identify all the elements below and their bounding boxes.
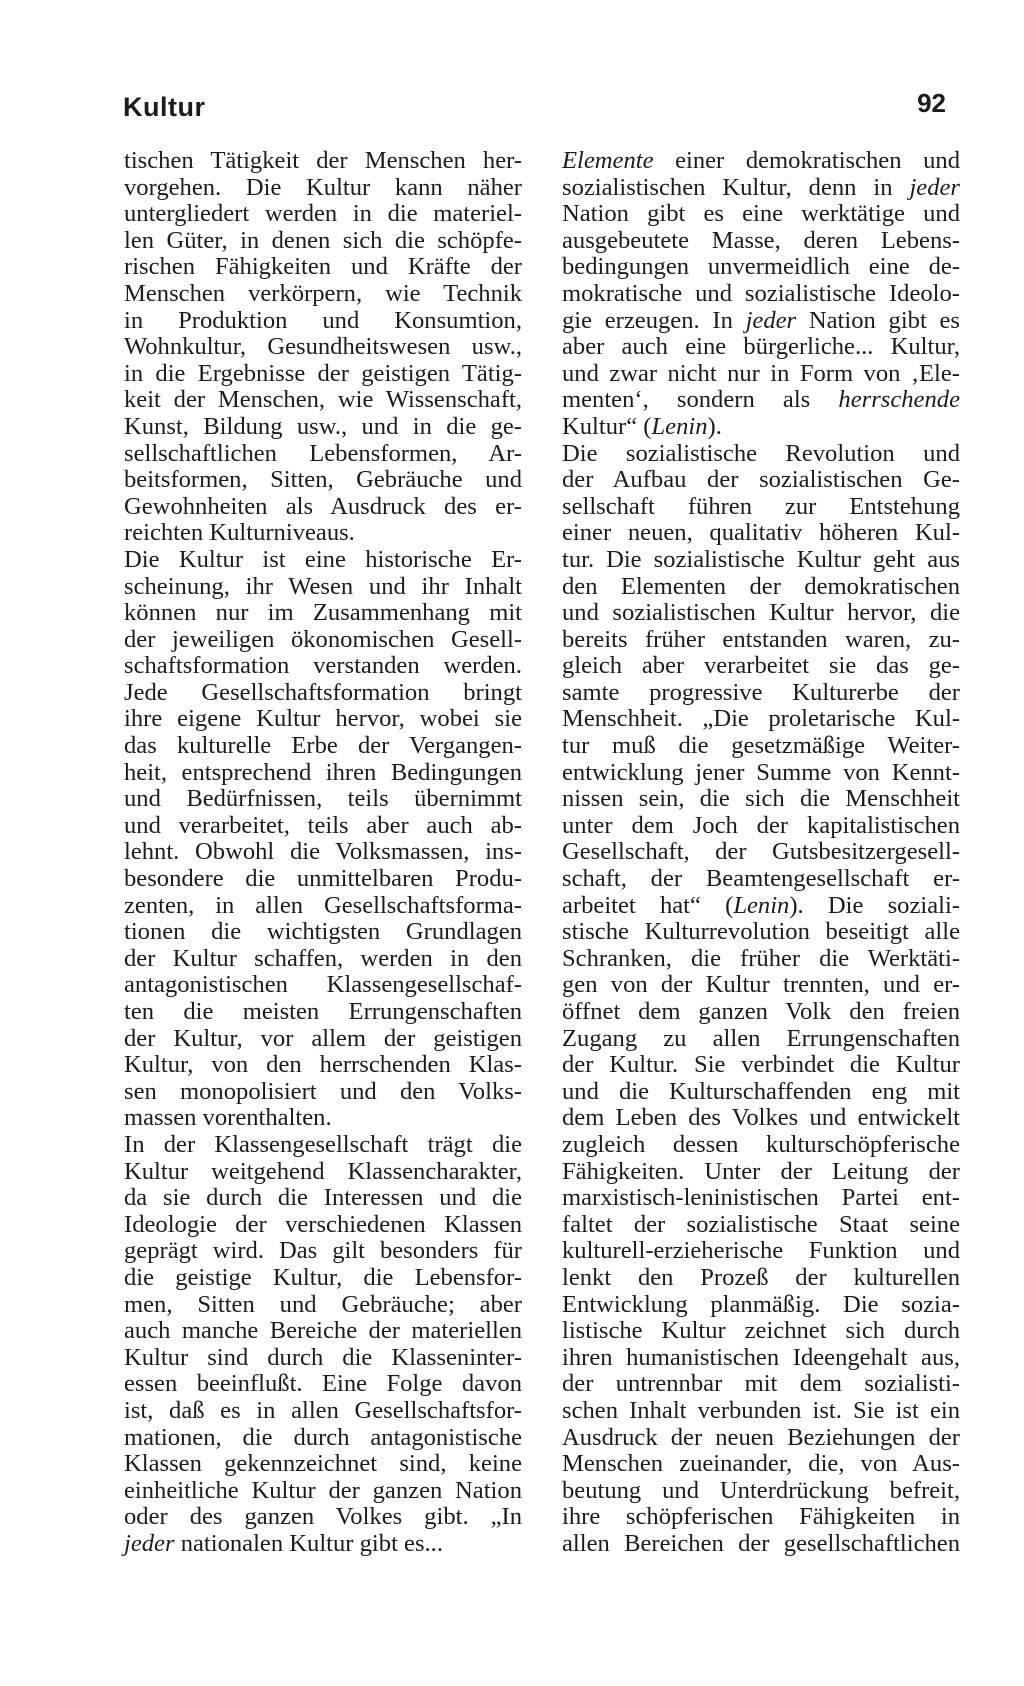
text-line bbox=[124, 520, 522, 547]
italic-text: jeder bbox=[909, 173, 960, 201]
text-run: unter dem Joch der kapitalistischen bbox=[562, 811, 960, 839]
text-line bbox=[562, 1451, 960, 1478]
text-run: und die Kulturschaffenden eng mit bbox=[562, 1077, 960, 1105]
text-line bbox=[124, 254, 522, 281]
text-run: nationalen Kultur gibt es... bbox=[174, 1529, 443, 1557]
text-run: der Kultur. Sie verbindet die Kultur bbox=[562, 1051, 960, 1079]
text-line bbox=[124, 946, 522, 973]
text-line bbox=[124, 1265, 522, 1292]
text-run: sellschaftlichen Lebensformen, Ar- bbox=[124, 439, 522, 467]
text-line bbox=[124, 893, 522, 920]
text-line bbox=[562, 866, 960, 893]
text-line bbox=[562, 1345, 960, 1372]
text-line bbox=[562, 308, 960, 335]
text-run: Die sozialistische Revolution und bbox=[562, 439, 960, 467]
text-line bbox=[124, 839, 522, 866]
text-line bbox=[124, 706, 522, 733]
text-run: in die Ergebnisse der geistigen Tätig- bbox=[124, 359, 522, 387]
text-line bbox=[562, 760, 960, 787]
text-run: ist, daß es in allen Gesellschaftsfor- bbox=[124, 1396, 522, 1424]
text-run: sozialistischen Kultur, denn in bbox=[562, 173, 910, 201]
text-line bbox=[562, 467, 960, 494]
text-line bbox=[562, 653, 960, 680]
text-run: besondere die unmittelbaren Produ- bbox=[124, 865, 522, 893]
text-run: Entwicklung planmäßig. Die sozia- bbox=[562, 1290, 960, 1318]
text-line bbox=[124, 228, 522, 255]
text-line bbox=[124, 600, 522, 627]
text-run: essen beeinflußt. Eine Folge davon bbox=[124, 1370, 522, 1398]
text-line bbox=[562, 361, 960, 388]
text-run: schaft, der Beamtengesellschaft er- bbox=[562, 865, 960, 893]
text-run: Nation gibt es bbox=[796, 306, 960, 334]
text-run: und Bedürfnissen, teils übernimmt bbox=[124, 785, 522, 813]
text-run: tischen Tätigkeit der Menschen her- bbox=[124, 147, 522, 174]
italic-text: Elemente bbox=[562, 147, 654, 174]
text-run: Kultur“ ( bbox=[562, 412, 652, 440]
text-line bbox=[562, 946, 960, 973]
text-line bbox=[124, 494, 522, 521]
text-run: tur. Die sozialistische Kultur geht aus bbox=[562, 545, 960, 573]
text-line bbox=[124, 1345, 522, 1372]
text-line bbox=[562, 1212, 960, 1239]
text-line bbox=[562, 1238, 960, 1265]
text-line bbox=[124, 148, 522, 175]
text-run: marxistisch-leninistischen Partei ent- bbox=[562, 1184, 960, 1212]
text-line bbox=[562, 414, 960, 441]
text-run: der Kultur schaffen, werden in den bbox=[124, 944, 522, 972]
text-run: Kultur, von den herrschenden Klas- bbox=[124, 1051, 522, 1079]
text-column-left bbox=[124, 148, 522, 1557]
text-line bbox=[562, 1318, 960, 1345]
text-run: Die Kultur ist eine historische Er- bbox=[124, 545, 522, 573]
text-run: einheitliche Kultur der ganzen Nation bbox=[124, 1476, 522, 1504]
text-run: Ideologie der verschiedenen Klassen bbox=[124, 1210, 522, 1238]
text-run: ). Die soziali- bbox=[789, 891, 960, 919]
text-line bbox=[124, 919, 522, 946]
text-line bbox=[562, 1052, 960, 1079]
italic-text: herrschende bbox=[838, 386, 960, 414]
text-line bbox=[124, 627, 522, 654]
text-line bbox=[124, 680, 522, 707]
text-run: keit der Menschen, wie Wissenschaft, bbox=[124, 386, 522, 414]
text-run: samte progressive Kulturerbe der bbox=[562, 678, 960, 706]
text-line bbox=[124, 308, 522, 335]
text-run: können nur im Zusammenhang mit bbox=[124, 599, 522, 627]
text-line bbox=[124, 334, 522, 361]
text-run: Gesellschaft, der Gutsbesitzergesell- bbox=[562, 838, 960, 866]
italic-text: jeder bbox=[124, 1529, 175, 1557]
text-run: da sie durch die Interessen und die bbox=[124, 1184, 522, 1212]
text-run: faltet der sozialistische Staat seine bbox=[562, 1210, 960, 1238]
text-run: nissen sein, die sich die Menschheit bbox=[562, 785, 960, 813]
text-line bbox=[562, 786, 960, 813]
text-run: zenten, in allen Gesellschaftsforma- bbox=[124, 891, 522, 919]
text-line bbox=[124, 653, 522, 680]
text-line bbox=[562, 1105, 960, 1132]
text-line bbox=[124, 175, 522, 202]
text-run: oder des ganzen Volkes gibt. „In bbox=[124, 1503, 522, 1531]
text-run: der Kultur, vor allem der geistigen bbox=[124, 1024, 522, 1052]
text-run: Wohnkultur, Gesundheitswesen usw., bbox=[124, 333, 522, 361]
text-run: sen monopolisiert und den Volks- bbox=[124, 1077, 522, 1105]
text-line bbox=[562, 813, 960, 840]
text-line bbox=[562, 1371, 960, 1398]
text-line bbox=[124, 1318, 522, 1345]
text-line bbox=[562, 972, 960, 999]
text-run: und zwar nicht nur in Form von ‚Ele- bbox=[562, 359, 960, 387]
text-line bbox=[124, 1026, 522, 1053]
text-run: untergliedert werden in die materiel- bbox=[124, 200, 522, 228]
text-line bbox=[562, 494, 960, 521]
text-run: ihre schöpferischen Fähigkeiten in bbox=[562, 1503, 960, 1531]
text-line bbox=[124, 414, 522, 441]
text-line bbox=[124, 547, 522, 574]
text-run: arbeitet hat“ ( bbox=[562, 891, 734, 919]
text-run: geprägt wird. Das gilt besonders für bbox=[124, 1237, 522, 1265]
text-line bbox=[562, 254, 960, 281]
text-line bbox=[124, 1292, 522, 1319]
text-line bbox=[124, 467, 522, 494]
text-line bbox=[562, 1504, 960, 1531]
text-line bbox=[562, 547, 960, 574]
text-line bbox=[124, 201, 522, 228]
text-run: bereits früher entstanden waren, zu- bbox=[562, 625, 960, 653]
text-run: auch manche Bereiche der materiellen bbox=[124, 1317, 522, 1345]
text-line bbox=[562, 441, 960, 468]
text-line bbox=[562, 1531, 960, 1558]
text-run: der Aufbau der sozialistischen Ge- bbox=[562, 466, 960, 494]
text-run: aber auch eine bürgerliche... Kultur, bbox=[562, 333, 960, 361]
text-line bbox=[124, 387, 522, 414]
text-line bbox=[562, 334, 960, 361]
text-run: dem Leben des Volkes und entwickelt bbox=[562, 1104, 960, 1132]
text-line bbox=[562, 1026, 960, 1053]
text-run: zugleich dessen kulturschöpferische bbox=[562, 1130, 960, 1158]
text-run: Menschen zueinander, die, von Aus- bbox=[562, 1450, 960, 1478]
text-line bbox=[124, 1132, 522, 1159]
text-line bbox=[124, 574, 522, 601]
text-run: und sozialistischen Kultur hervor, die bbox=[562, 599, 960, 627]
text-run: gen von der Kultur trennten, und er- bbox=[562, 971, 960, 999]
text-run: allen Bereichen der gesellschaftlichen bbox=[562, 1529, 960, 1557]
text-line bbox=[124, 1478, 522, 1505]
text-line bbox=[562, 680, 960, 707]
italic-text: Lenin bbox=[651, 412, 708, 440]
text-line bbox=[124, 813, 522, 840]
text-run: schaftsformation verstanden werden. bbox=[124, 652, 522, 680]
text-line bbox=[124, 786, 522, 813]
text-run: schen Inhalt verbunden ist. Sie ist ein bbox=[562, 1396, 960, 1424]
text-run: den Elementen der demokratischen bbox=[562, 572, 960, 600]
text-line bbox=[124, 281, 522, 308]
text-line bbox=[562, 520, 960, 547]
text-run: tionen die wichtigsten Grundlagen bbox=[124, 918, 522, 946]
text-line bbox=[124, 1079, 522, 1106]
text-run: Nation gibt es eine werktätige und bbox=[562, 200, 960, 228]
text-run: vorgehen. Die Kultur kann näher bbox=[124, 173, 522, 201]
text-run: mokratische und sozialistische Ideolo- bbox=[562, 279, 960, 307]
text-line bbox=[562, 1398, 960, 1425]
text-line bbox=[562, 1159, 960, 1186]
text-run: mationen, die durch antagonistische bbox=[124, 1423, 522, 1451]
text-run: das kulturelle Erbe der Vergangen- bbox=[124, 732, 522, 760]
text-run: heit, entsprechend ihren Bedingungen bbox=[124, 758, 522, 786]
text-line bbox=[124, 1159, 522, 1186]
text-line bbox=[562, 228, 960, 255]
text-run: lenkt den Prozeß der kulturellen bbox=[562, 1263, 960, 1291]
text-line bbox=[124, 866, 522, 893]
text-run: massen vorenthalten. bbox=[124, 1104, 332, 1132]
text-line bbox=[562, 706, 960, 733]
text-run: die geistige Kultur, die Lebensfor- bbox=[124, 1263, 522, 1291]
text-line bbox=[124, 361, 522, 388]
text-run: antagonistischen Klassengesellschaf- bbox=[124, 971, 522, 999]
text-run: ihre eigene Kultur hervor, wobei sie bbox=[124, 705, 522, 733]
text-line bbox=[124, 733, 522, 760]
text-run: Jede Gesellschaftsformation bringt bbox=[124, 678, 522, 706]
text-run: gie erzeugen. In bbox=[562, 306, 746, 334]
text-run: beitsformen, Sitten, Gebräuche und bbox=[124, 466, 522, 494]
text-run: rischen Fähigkeiten und Kräfte der bbox=[124, 253, 522, 281]
text-line bbox=[562, 148, 960, 175]
text-line bbox=[124, 760, 522, 787]
text-line bbox=[562, 201, 960, 228]
text-line bbox=[124, 1105, 522, 1132]
text-line bbox=[124, 1398, 522, 1425]
text-run: Menschen verkörpern, wie Technik bbox=[124, 279, 522, 307]
text-run: Ausdruck der neuen Beziehungen der bbox=[562, 1423, 960, 1451]
text-run: In der Klassengesellschaft trägt die bbox=[124, 1130, 522, 1158]
text-column-right bbox=[562, 148, 960, 1557]
text-run: Kunst, Bildung usw., und in die ge- bbox=[124, 412, 522, 440]
text-run: lehnt. Obwohl die Volksmassen, ins- bbox=[124, 838, 522, 866]
text-run: Fähigkeiten. Unter der Leitung der bbox=[562, 1157, 960, 1185]
text-run: in Produktion und Konsumtion, bbox=[124, 306, 522, 334]
text-line bbox=[562, 574, 960, 601]
text-run: Kultur weitgehend Klassencharakter, bbox=[124, 1157, 522, 1185]
text-run: der jeweiligen ökonomischen Gesell- bbox=[124, 625, 522, 653]
italic-text: Lenin bbox=[733, 891, 790, 919]
italic-text: jeder bbox=[745, 306, 797, 334]
text-line bbox=[124, 1451, 522, 1478]
text-line bbox=[562, 839, 960, 866]
text-run: menten‘, sondern als bbox=[562, 386, 839, 414]
text-line bbox=[124, 1371, 522, 1398]
running-head-title: Kultur bbox=[123, 92, 206, 122]
text-line bbox=[124, 972, 522, 999]
text-run: Zugang zu allen Errungenschaften bbox=[562, 1024, 960, 1052]
text-run: reichten Kulturniveaus. bbox=[124, 519, 355, 547]
text-run: bedingungen unvermeidlich eine de- bbox=[562, 253, 960, 281]
text-run: beutung und Unterdrückung befreit, bbox=[562, 1476, 960, 1504]
text-run: scheinung, ihr Wesen und ihr Inhalt bbox=[124, 572, 522, 600]
text-run: Gewohnheiten als Ausdruck des er- bbox=[124, 492, 522, 520]
text-line bbox=[562, 175, 960, 202]
text-line bbox=[124, 1504, 522, 1531]
text-run: men, Sitten und Gebräuche; aber bbox=[124, 1290, 522, 1318]
text-run: der untrennbar mit dem sozialisti- bbox=[562, 1370, 960, 1398]
text-line bbox=[562, 1292, 960, 1319]
text-run: ). bbox=[707, 412, 722, 440]
text-line bbox=[562, 600, 960, 627]
text-line bbox=[124, 1238, 522, 1265]
text-run: stische Kulturrevolution beseitigt alle bbox=[562, 918, 960, 946]
text-run: ausgebeutete Masse, deren Lebens- bbox=[562, 226, 960, 254]
text-line bbox=[562, 281, 960, 308]
text-line bbox=[562, 1425, 960, 1452]
text-run: einer neuen, qualitativ höheren Kul- bbox=[562, 519, 960, 547]
text-line bbox=[562, 387, 960, 414]
text-run: Schranken, die früher die Werktäti- bbox=[562, 944, 960, 972]
text-line bbox=[562, 1079, 960, 1106]
text-line bbox=[562, 1132, 960, 1159]
text-line bbox=[124, 1212, 522, 1239]
text-line bbox=[562, 1185, 960, 1212]
text-run: entwicklung jener Summe von Kennt- bbox=[562, 758, 960, 786]
text-line bbox=[124, 1531, 522, 1558]
text-line bbox=[124, 1185, 522, 1212]
text-run: len Güter, in denen sich die schöpfe- bbox=[124, 226, 522, 254]
text-run: gleich aber verarbeitet sie das ge- bbox=[562, 652, 960, 680]
text-line bbox=[562, 893, 960, 920]
text-line bbox=[124, 999, 522, 1026]
text-run: sellschaft führen zur Entstehung bbox=[562, 492, 960, 520]
text-run: listische Kultur zeichnet sich durch bbox=[562, 1317, 960, 1345]
text-run: Kultur sind durch die Klasseninter- bbox=[124, 1343, 522, 1371]
text-run: kulturell-erzieherische Funktion und bbox=[562, 1237, 960, 1265]
text-run: einer demokratischen und bbox=[653, 147, 960, 174]
text-run: öffnet dem ganzen Volk den freien bbox=[562, 998, 960, 1025]
text-line bbox=[562, 1265, 960, 1292]
text-run: ten die meisten Errungenschaften bbox=[124, 998, 522, 1025]
text-run: Menschheit. „Die proletarische Kul- bbox=[562, 705, 960, 733]
text-line bbox=[124, 1052, 522, 1079]
text-run: ihren humanistischen Ideengehalt aus, bbox=[562, 1343, 960, 1371]
text-line bbox=[562, 919, 960, 946]
text-line bbox=[562, 999, 960, 1026]
text-run: Klassen gekennzeichnet sind, keine bbox=[124, 1450, 522, 1478]
text-run: tur muß die gesetzmäßige Weiter- bbox=[562, 732, 960, 760]
text-line bbox=[562, 1478, 960, 1505]
text-line bbox=[124, 441, 522, 468]
text-line bbox=[124, 1425, 522, 1452]
page-number: 92 bbox=[917, 88, 946, 118]
text-run: und verarbeitet, teils aber auch ab- bbox=[124, 811, 522, 839]
text-line bbox=[562, 627, 960, 654]
text-line bbox=[562, 733, 960, 760]
